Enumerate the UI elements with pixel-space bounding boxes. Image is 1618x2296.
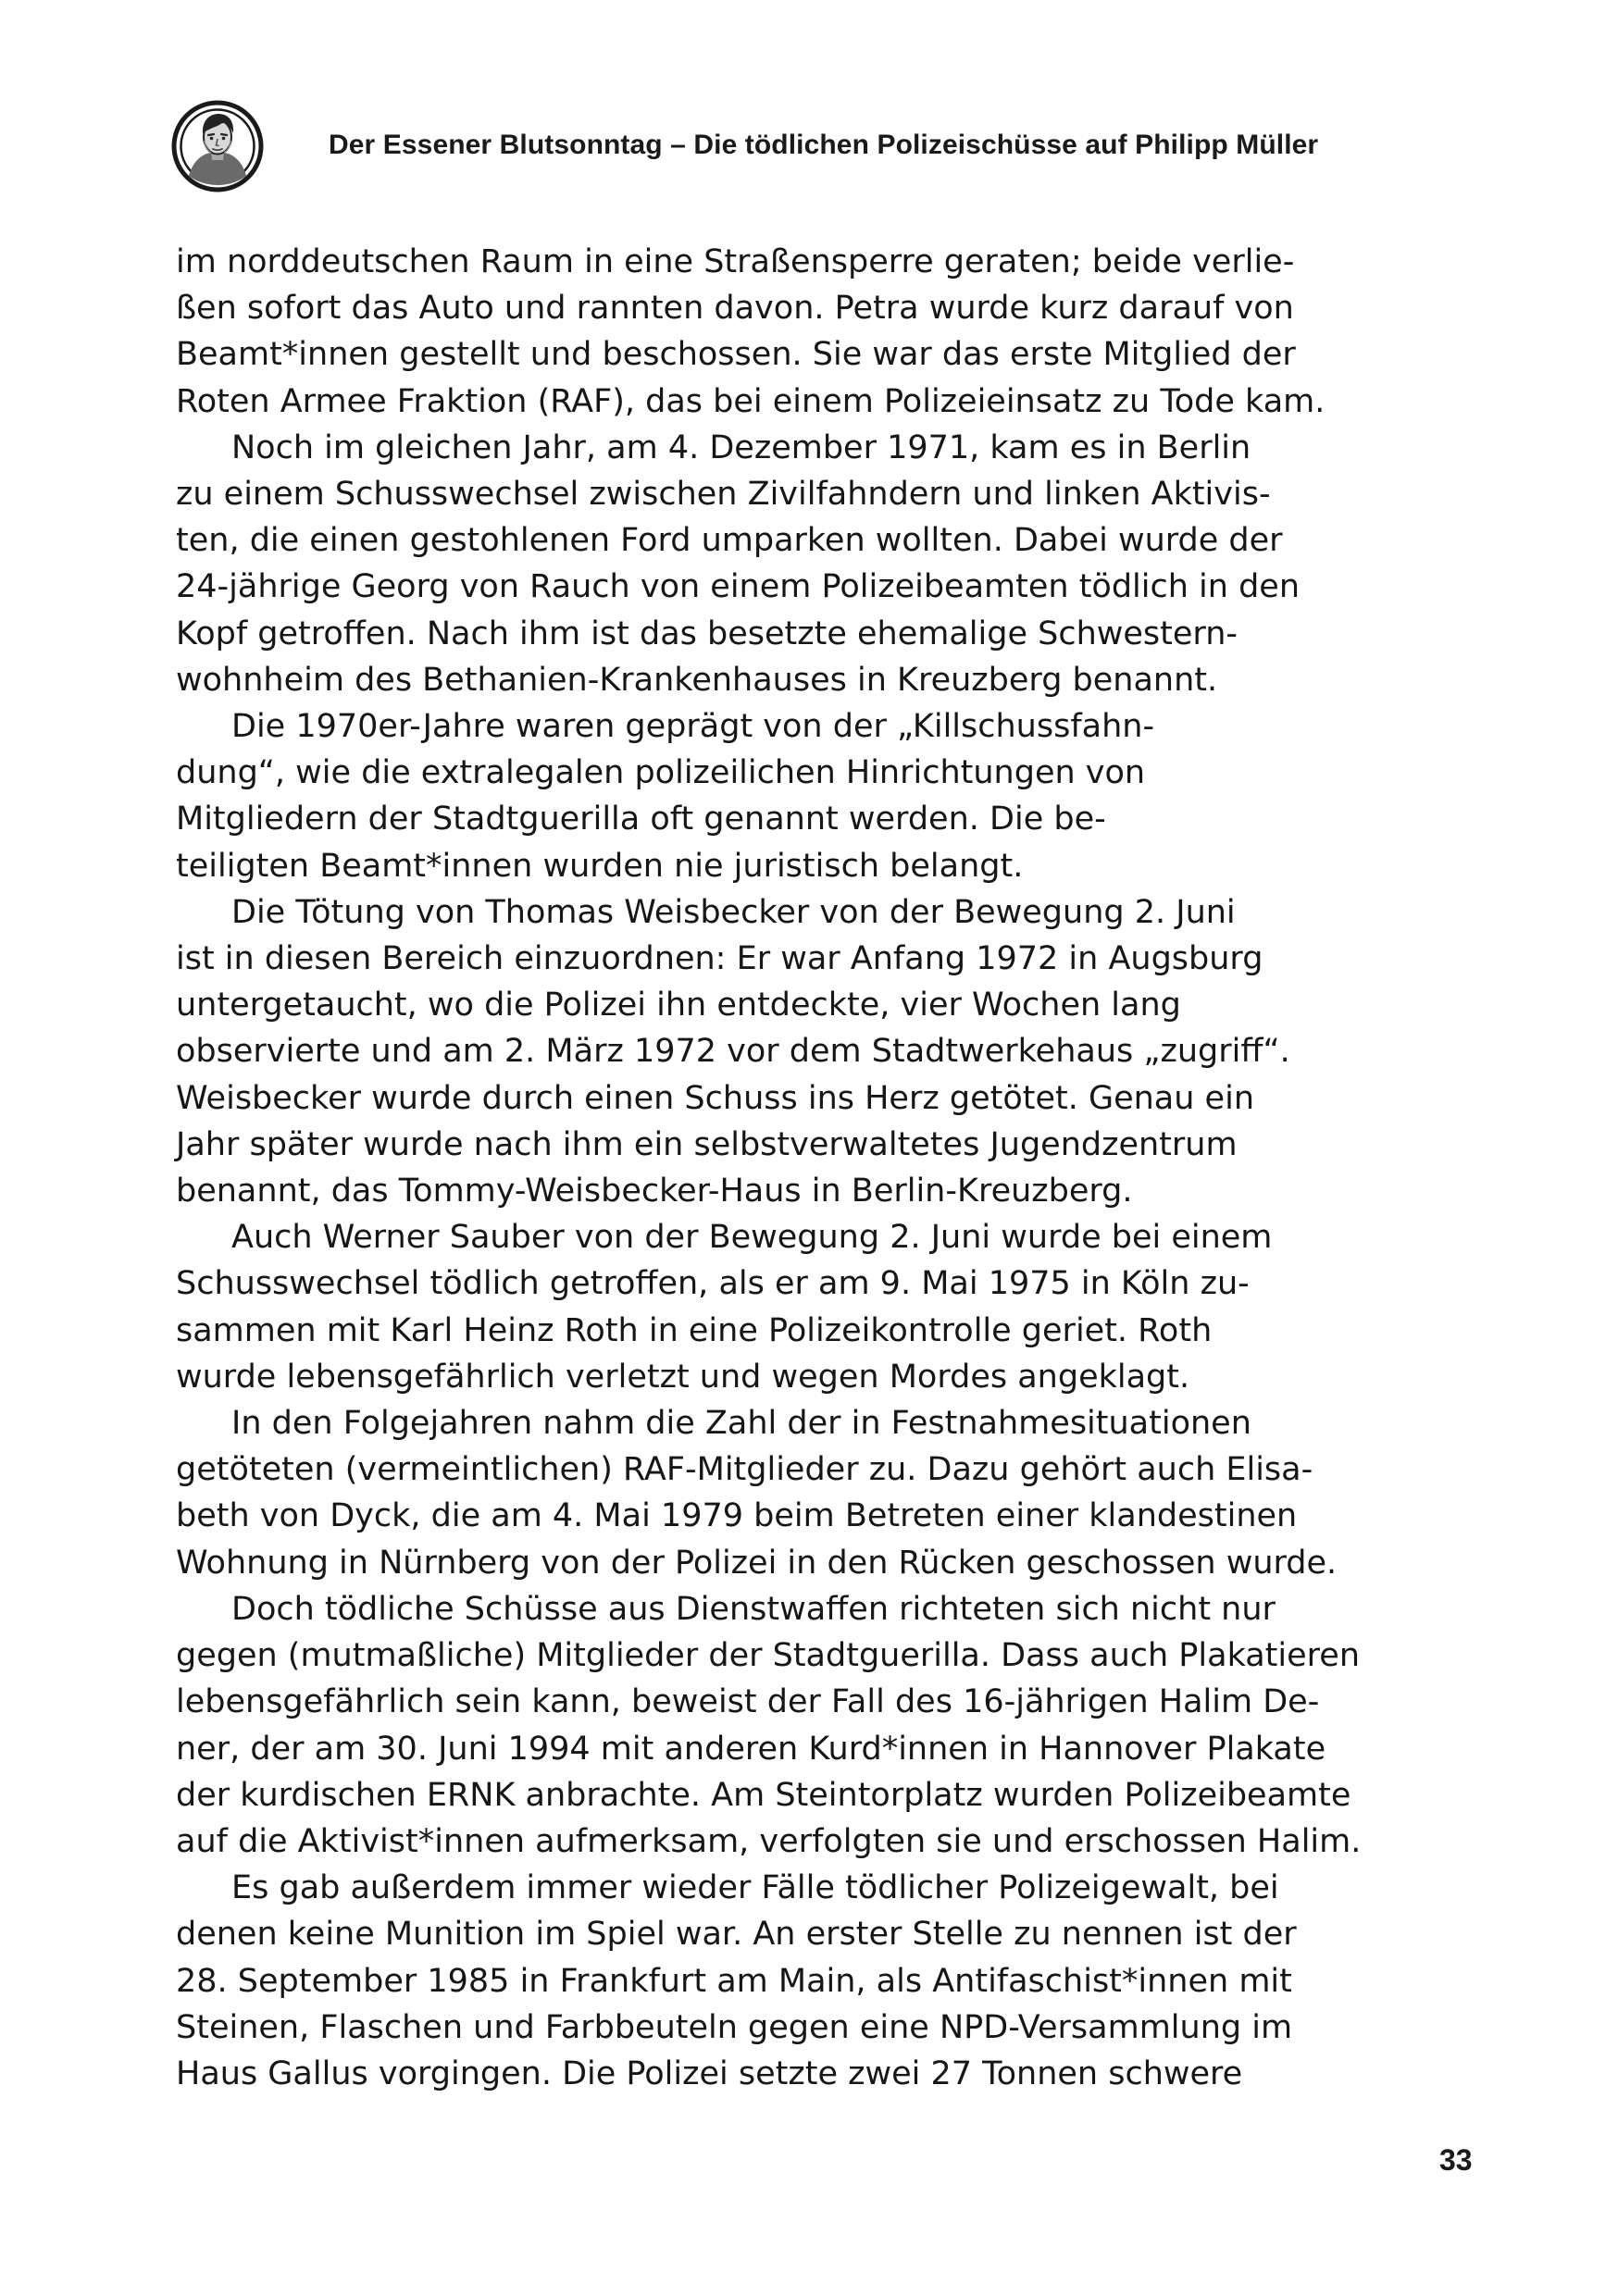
text-line: In den Folgejahren nahm die Zahl der in Festnahmesituationen <box>231 1405 1251 1443</box>
paragraph-7 <box>176 1586 1407 1865</box>
text-line: beth von Dyck, die am 4. Mai 1979 beim Betreten einer klandestinen <box>176 1497 1298 1535</box>
paragraph-2 <box>176 425 1407 703</box>
text-line: Weisbecker wurde durch einen Schuss ins Herz getötet. Genau ein <box>176 1079 1254 1117</box>
text-line: denen keine Munition im Spiel war. An erster Stelle zu nennen ist der <box>176 1916 1297 1954</box>
paragraph-5 <box>176 1214 1407 1400</box>
paragraph-6 <box>176 1400 1407 1586</box>
paragraph-3 <box>176 703 1407 889</box>
page-number: 33 <box>1439 2143 1473 2177</box>
text-line: Wohnung in Nürnberg von der Polizei in den Rücken geschossen wurde. <box>176 1544 1338 1582</box>
text-line: dung“, wie die extralegalen polizeilichen Hinrichtungen von <box>176 754 1146 792</box>
text-line: Steinen, Flaschen und Farbbeuteln gegen eine NPD-Versammlung im <box>176 2008 1293 2046</box>
text-line: observierte und am 2. März 1972 vor dem Stadtwerkehaus „zugriff“. <box>176 1033 1290 1071</box>
text-line: Kopf getroffen. Nach ihm ist das besetzte ehemalige Schwestern- <box>176 614 1238 652</box>
text-line: Mitgliedern der Stadtguerilla oft genannt werden. Die be- <box>176 800 1106 838</box>
text-line: wurde lebensgefährlich verletzt und wegen Mordes angeklagt. <box>176 1358 1190 1396</box>
text-line: ten, die einen gestohlenen Ford umparken wollten. Dabei wurde der <box>176 522 1283 560</box>
text-line: 24-jährige Georg von Rauch von einem Polizeibeamten tödlich in den <box>176 568 1301 606</box>
text-line: Haus Gallus vorgingen. Die Polizei setzte zwei 27 Tonnen schwere <box>176 2054 1243 2092</box>
text-line: Jahr später wurde nach ihm ein selbstverwaltetes Jugendzentrum <box>176 1125 1238 1163</box>
text-line: Die Tötung von Thomas Weisbecker von der Bewegung 2. Juni <box>231 893 1236 931</box>
paragraph-1 <box>176 239 1407 425</box>
text-line: auf die Aktivist*innen aufmerksam, verfolgten sie und erschossen Halim. <box>176 1822 1362 1860</box>
paragraph-8 <box>176 1865 1407 2097</box>
article-body <box>176 239 1407 2097</box>
text-line: Auch Werner Sauber von der Bewegung 2. Juni wurde bei einem <box>231 1219 1273 1257</box>
text-line: benannt, das Tommy-Weisbecker-Haus in Berlin-Kreuzberg. <box>176 1173 1133 1210</box>
text-line: ner, der am 30. Juni 1994 mit anderen Kurd*innen in Hannover Plakate <box>176 1730 1326 1768</box>
page-header <box>171 100 1449 202</box>
text-line: teiligten Beamt*innen wurden nie juristisch belangt. <box>176 847 1024 885</box>
text-line: gegen (mutmaßliche) Mitglieder der Stadtguerilla. Dass auch Plakatieren <box>176 1637 1361 1675</box>
text-line: getöteten (vermeintlichen) RAF-Mitglieder zu. Dazu gehört auch Elisa- <box>176 1451 1313 1489</box>
running-title: Der Essener Blutsonntag – Die tödlichen Polizeischüsse auf Philipp Müller <box>329 130 1319 160</box>
text-line: sammen mit Karl Heinz Roth in eine Polizeikontrolle geriet. Roth <box>176 1311 1213 1349</box>
text-line: Beamt*innen gestellt und beschossen. Sie war das erste Mitglied der <box>176 336 1296 374</box>
text-line: Es gab außerdem immer wieder Fälle tödlicher Polizeigewalt, bei <box>231 1869 1279 1907</box>
text-line: Noch im gleichen Jahr, am 4. Dezember 1971, kam es in Berlin <box>231 428 1251 466</box>
text-line: der kurdischen ERNK anbrachte. Am Steintorplatz wurden Polizeibeamte <box>176 1776 1351 1814</box>
text-line: 28. September 1985 in Frankfurt am Main, als Antifaschist*innen mit <box>176 1962 1292 2000</box>
paragraph-4 <box>176 889 1407 1214</box>
text-line: Schusswechsel tödlich getroffen, als er am 9. Mai 1975 in Köln zu- <box>176 1265 1250 1303</box>
portrait-medallion-icon <box>171 100 264 192</box>
text-line: untergetaucht, wo die Polizei ihn entdeckte, vier Wochen lang <box>176 987 1181 1024</box>
text-line: Die 1970er-Jahre waren geprägt von der „Killschussfahn- <box>231 708 1155 746</box>
text-line: im norddeutschen Raum in eine Straßensperre geraten; beide verlie- <box>176 243 1295 280</box>
text-line: wohnheim des Bethanien-Krankenhauses in Kreuzberg benannt. <box>176 661 1218 699</box>
text-line: ist in diesen Bereich einzuordnen: Er war Anfang 1972 in Augsburg <box>176 940 1263 978</box>
text-line: Doch tödliche Schüsse aus Dienstwaffen richteten sich nicht nur <box>231 1590 1276 1628</box>
text-line: lebensgefährlich sein kann, beweist der Fall des 16-jährigen Halim De- <box>176 1683 1320 1721</box>
text-line: Roten Armee Fraktion (RAF), das bei einem Polizeieinsatz zu Tode kam. <box>176 382 1326 420</box>
text-line: zu einem Schusswechsel zwischen Zivilfahndern und linken Aktivis- <box>176 476 1271 514</box>
text-line: ßen sofort das Auto und rannten davon. Petra wurde kurz darauf von <box>176 290 1294 328</box>
